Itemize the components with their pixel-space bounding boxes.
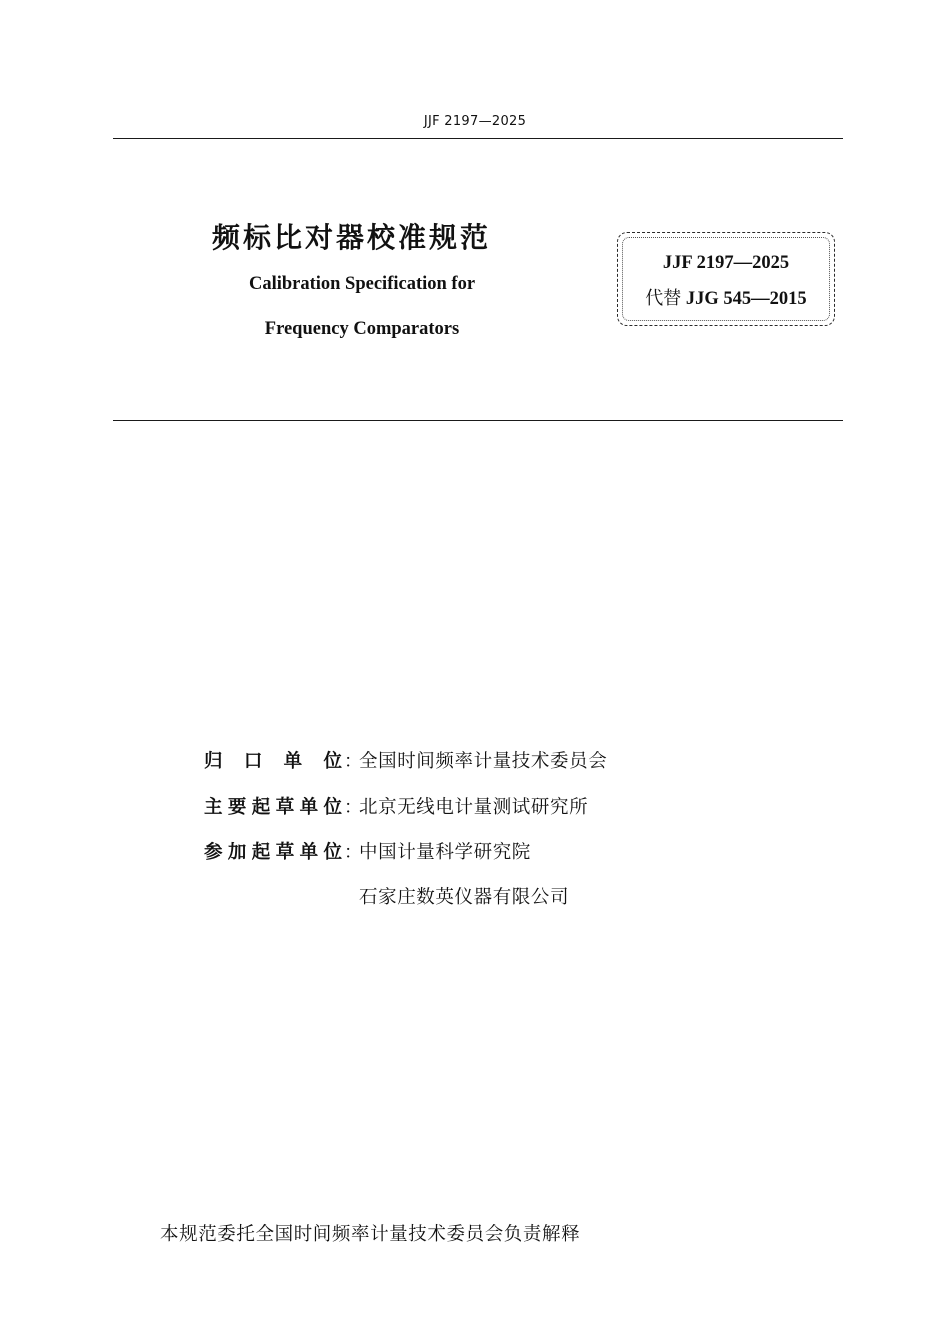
participating-drafter-label: 参加起草单位	[204, 842, 342, 863]
label-colon: ：	[344, 797, 362, 818]
code-box-standard-code: JJF 2197—2025	[662, 253, 790, 273]
title-divider	[113, 420, 843, 421]
replaces-prefix: 代替	[645, 288, 682, 309]
label-colon: ：	[344, 842, 362, 863]
code-box-replaces	[618, 284, 834, 310]
participating-drafter-value-2: 石家庄数英仪器有限公司	[359, 887, 570, 908]
responsible-unit-label: 归口单位	[204, 751, 342, 772]
replaced-standard-code: JJG 545—2015	[685, 289, 807, 309]
responsible-unit-value: 全国时间频率计量技术委员会	[359, 751, 608, 772]
title-english-line-1: Calibration Specification for	[248, 274, 476, 294]
title-chinese: 频标比对器校准规范	[212, 221, 492, 254]
interpretation-note: 本规范委托全国时间频率计量技术委员会负责解释	[160, 1224, 581, 1245]
main-drafter-value: 北京无线电计量测试研究所	[359, 797, 589, 818]
header-divider	[113, 138, 843, 139]
standard-code-box	[617, 232, 835, 326]
title-english-line-2: Frequency Comparators	[264, 319, 460, 339]
participating-drafter-value-1: 中国计量科学研究院	[359, 842, 531, 863]
label-colon: ：	[344, 751, 362, 772]
header-standard-code: JJF 2197—2025	[423, 114, 527, 129]
main-drafter-label: 主要起草单位	[204, 797, 342, 818]
